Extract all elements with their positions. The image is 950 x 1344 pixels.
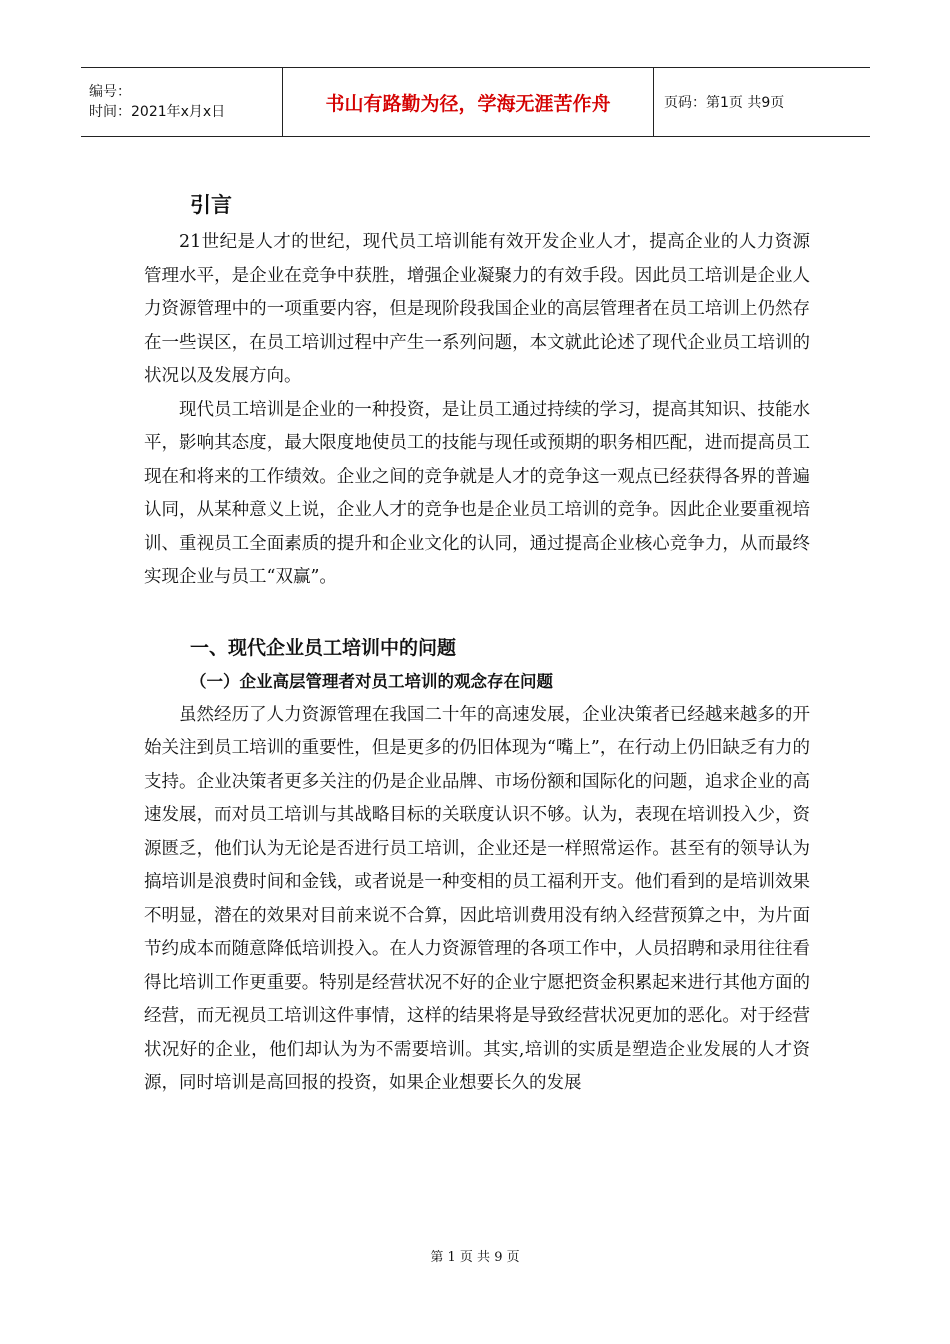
section-paragraph: 虽然经历了人力资源管理在我国二十年的高速发展，企业决策者已经越来越多的开始关注到员工培训的重要性，但是更多的仍旧体现为“嘴上”，在行动上仍旧缺乏有力的支持。企业决策者更多关注的仍是企业品牌、市场份额和国际化的问题，追求企业的高速发展，而对员工培训与其战略目标的关联度认识不够。认为，表现在培训投入少，资源匮乏，他们认为无论是否进行员工培训，企业还是一样照常运作。甚至有的领导认为搞培训是浪费时间和金钱，或者说是一种变相的员工福利开支。他们看到的是培训效果不明显，潜在的效果对目前来说不合算，因此培训费用没有纳入经营预算之中，为片面节约成本而随意降低培训投入。在人力资源管理的各项工作中，人员招聘和录用往往看得比培训工作更重要。特别是经营状况不好的企业宁愿把资金积累起来进行其他方面的经营，而无视员工培训这件事情，这样的结果将是导致经营状况更加的恶化。对于经营状况好的企业，他们却认为为不需要培训。其实,培训的实质是塑造企业发展的人才资源，同时培训是高回报的投资，如果企业想要长久的发展 [144,704,810,1093]
section-heading: 一、现代企业员工培训中的问题 [190,636,457,659]
header-motto: 书山有路勤为径，学海无涯苦作舟 [282,68,654,136]
subsection-heading: （一）企业高层管理者对员工培训的观念存在问题 [190,671,553,691]
doc-number-label: 编号： [89,84,131,100]
intro-paragraph-1: 21世纪是人才的世纪，现代员工培训能有效开发企业人才，提高企业的人力资源管理水平，是企业在竞争中获胜，增强企业凝聚力的有效手段。因此员工培训是企业人力资源管理中的一项重要内容，但是现阶段我国企业的高层管理者在员工培训上仍然存在一些误区，在员工培训过程中产生一系列问题，本文就此论述了现代企业员工培训的状况以及发展方向。 [144,232,810,386]
document-body [144,190,810,1101]
header-meta [81,68,282,136]
doc-date-label: 时间：2021年x月x日 [89,104,226,120]
intro-heading: 引言 [190,193,232,217]
intro-paragraph-2: 现代员工培训是企业的一种投资，是让员工通过持续的学习，提高其知识、技能水平，影响其态度，最大限度地使员工的技能与现任或预期的职务相匹配，进而提高员工现在和将来的工作绩效。企业之间的竞争就是人才的竞争这一观点已经获得各界的普遍认同，从某种意义上说，企业人才的竞争也是企业员工培训的竞争。因此企业要重视培训、重视员工全面素质的提升和企业文化的认同，通过提高企业核心竞争力，从而最终实现企业与员工“双赢”。 [144,399,810,587]
page-footer: 第 1 页 共 9 页 [430,1250,520,1265]
page-header [81,67,870,137]
header-page-info: 页码：第1页 共9页 [664,95,785,111]
